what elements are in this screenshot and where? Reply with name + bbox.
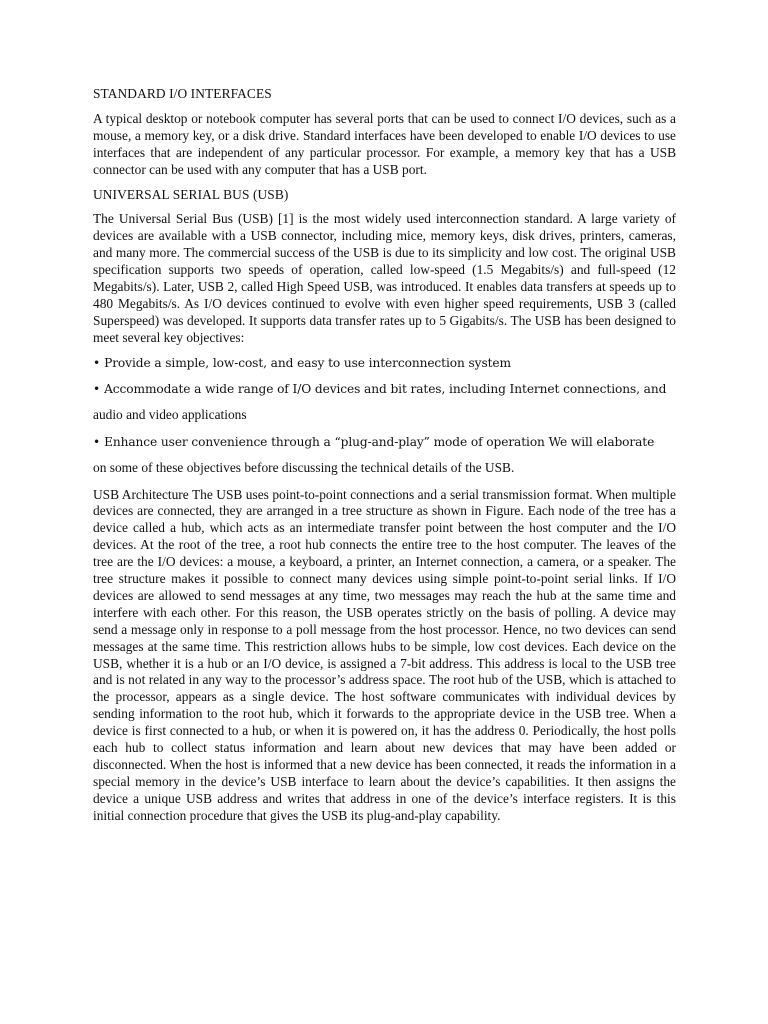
bullet-marker: • [93,355,101,370]
bullet-text: Provide a simple, low-cost, and easy to use interconnection system [104,355,511,370]
bullet-text: Accommodate a wide range of I/O devices and bit rates, including Internet connections, and [104,381,667,396]
bullet-item [93,381,676,397]
bullet-continuation: audio and video applications [93,406,247,422]
bullet-continuation: on some of these objectives before discussing the technical details of the USB. [93,459,515,475]
bullet-marker: • [93,381,101,396]
bullet-item [93,355,676,371]
document-page [93,86,676,825]
bullet-item [93,434,676,450]
bullet-text: Enhance user convenience through a “plug-and-play” mode of operation We will elaborate [104,434,655,449]
paragraph-usb-architecture: USB Architecture The USB uses point-to-point connections and a serial transmission format. When multiple devices are connected, they are arranged in a tree structure as shown in Figure. Each node of the tree has a device called a hub, which acts as an intermediate transfer point between the host computer and the I/O devices. At the root of the tree, a root hub connects the entire tree to the host computer. The leaves of the tree are the I/O devices: a mouse, a keyboard, a printer, an Internet connection, a camera, or a speaker. The tree structure makes it possible to connect many devices using simple point-to-point serial links. If I/O devices are allowed to send messages at any time, two messages may reach the hub at the same time and interfere with each other. For this reason, the USB operates strictly on the basis of polling. A device may send a message only in response to a poll message from the host processor. Hence, no two devices can send messages at the same time. This restriction allows hubs to be simple, low cost devices. Each device on the USB, whether it is a hub or an I/O device, is assigned a 7-bit address. This address is local to the USB tree and is not related in any way to the processor’s address space. The root hub of the USB, which is attached to the processor, appears as a single device. The host software communicates with individual devices by sending information to the root hub, which it forwards to the appropriate device in the USB tree. When a device is first connected to a hub, or when it is powered on, it has the address 0. Periodically, the host polls each hub to collect status information and learn about new devices that may have been added or disconnected. When the host is informed that a new device has been connected, it reads the information in a special memory in the device’s USB interface to learn about the device’s capabilities. It then assigns the device a unique USB address and writes that address in one of the device’s interface registers. It is this initial connection procedure that gives the USB its plug-and-play capability. [93,486,676,823]
paragraph-usb-intro: The Universal Serial Bus (USB) [1] is the most widely used interconnection standard. A large variety of devices are available with a USB connector, including mice, memory keys, disk drives, printers, cameras, and many more. The commercial success of the USB is due to its simplicity and low cost. The original USB specification supports two speeds of operation, called low-speed (1.5 Megabits/s) and full-speed (12 Megabits/s). Later, USB 2, called High Speed USB, was introduced. It enables data transfers at speeds up to 480 Megabits/s. As I/O devices continued to evolve with even higher speed requirements, USB 3 (called Superspeed) was developed. It supports data transfer rates up to 5 Gigabits/s. The USB has been designed to meet several key objectives: [93,211,676,345]
paragraph-standard-io: A typical desktop or notebook computer has several ports that can be used to connect I/O devices, such as a mouse, a memory key, or a disk drive. Standard interfaces have been developed to enable I/O devices to use interfaces that are independent of any particular processor. For example, a memory key that has a USB connector can be used with any computer that has a USB port. [93,110,676,177]
bullet-marker: • [93,434,101,449]
section-heading-standard-io: STANDARD I/O INTERFACES [93,86,272,101]
section-heading-usb: UNIVERSAL SERIAL BUS (USB) [93,186,289,202]
